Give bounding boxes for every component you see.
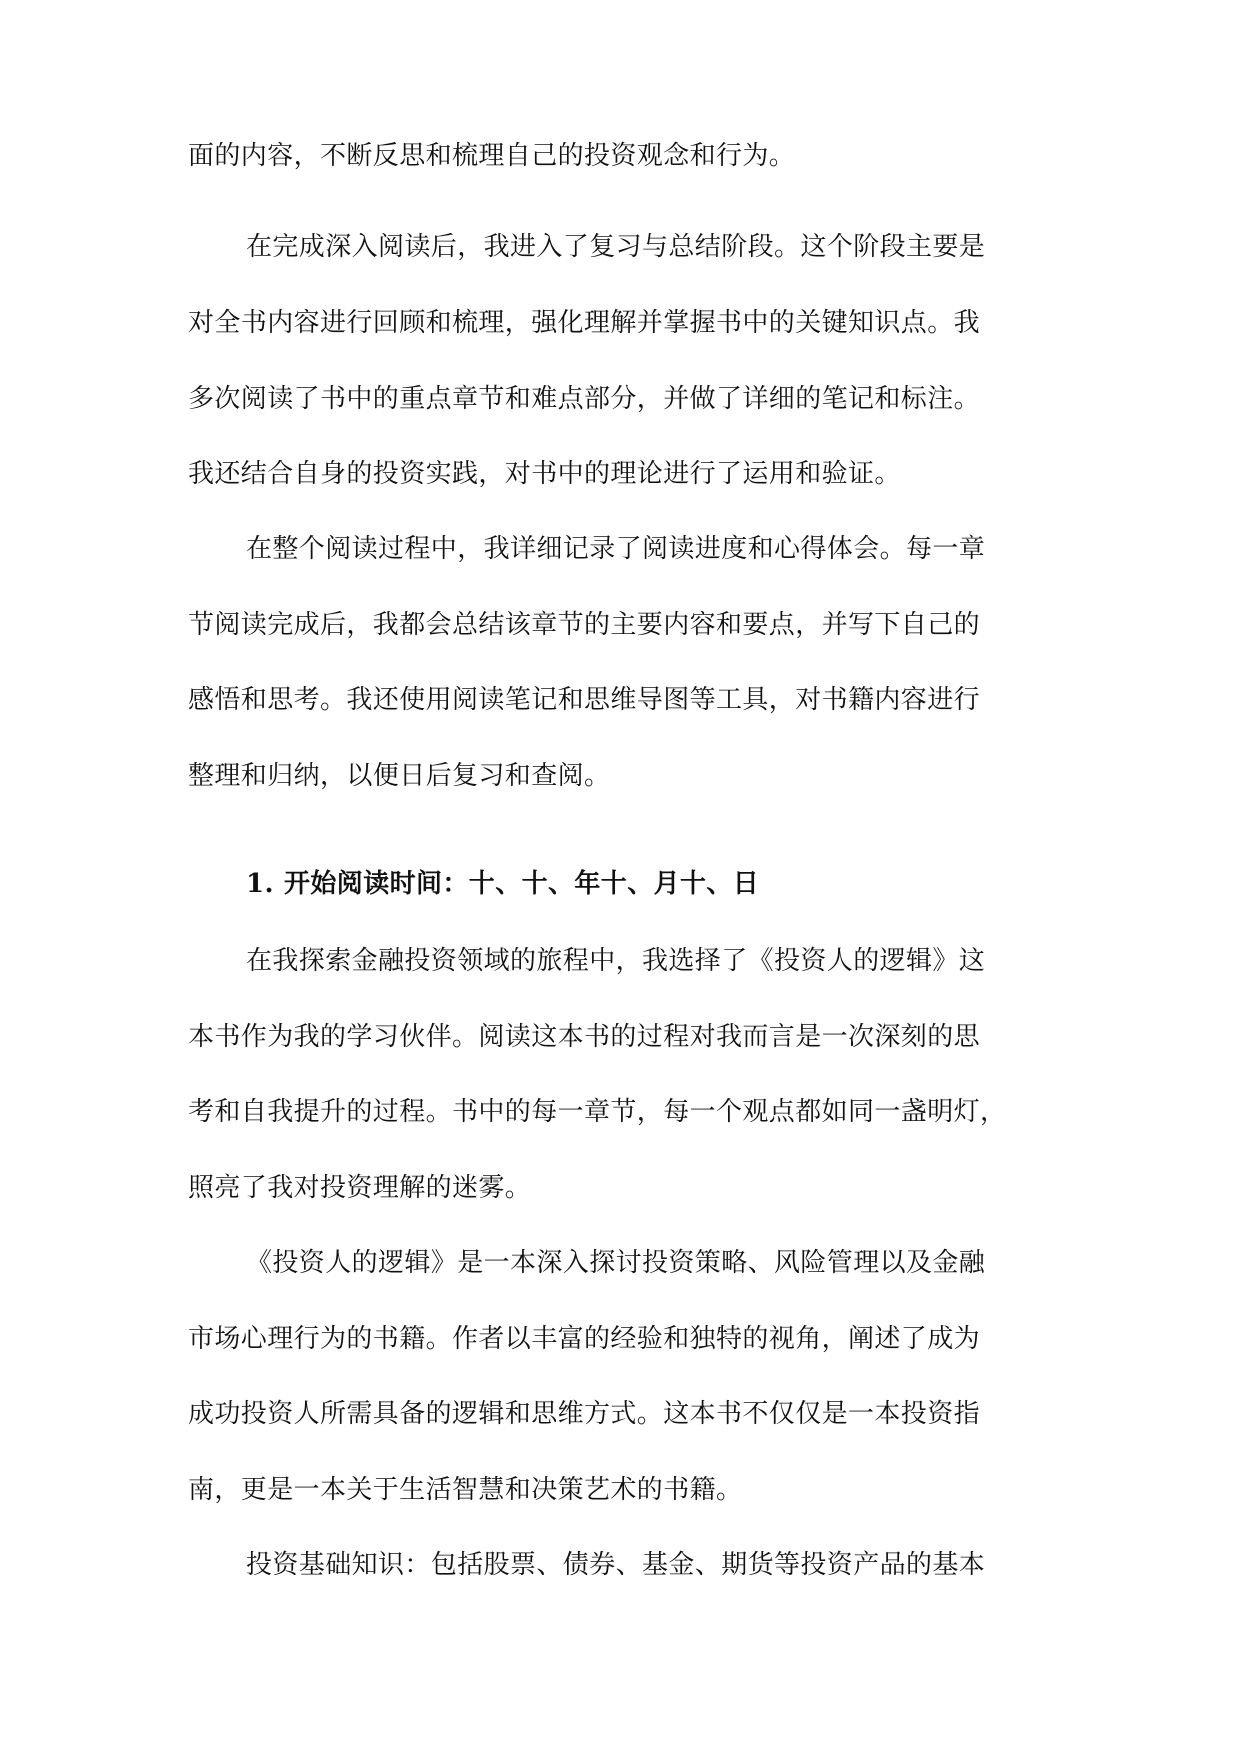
text-line: 感悟和思考。我还使用阅读笔记和思维导图等工具，对书籍内容进行 [188, 685, 981, 715]
paragraph-first-line: 在我探索金融投资领域的旅程中，我选择了《投资人的逻辑》这 [246, 946, 986, 976]
text-line: 成功投资人所需具备的逻辑和思维方式。这本书不仅仅是一本投资指 [188, 1399, 981, 1429]
text-line: 对全书内容进行回顾和梳理，强化理解并掌握书中的关键知识点。我 [188, 308, 981, 338]
text-line: 考和自我提升的过程。书中的每一章节，每一个观点都如同一盏明灯， [188, 1097, 1007, 1127]
text-line: 整理和归纳，以便日后复习和查阅。 [188, 761, 611, 791]
text-line: 南，更是一本关于生活智慧和决策艺术的书籍。 [188, 1475, 743, 1505]
text-line: 本书作为我的学习伙伴。阅读这本书的过程对我而言是一次深刻的思 [188, 1022, 981, 1052]
text-line: 节阅读完成后，我都会总结该章节的主要内容和要点，并写下自己的 [188, 610, 981, 640]
section-heading-text: 开始阅读时间：十、十、年十、月十、日 [284, 869, 760, 899]
paragraph-first-line: 《投资人的逻辑》是一本深入探讨投资策略、风险管理以及金融 [246, 1248, 986, 1278]
paragraph-first-line: 投资基础知识：包括股票、债券、基金、期货等投资产品的基本 [246, 1550, 986, 1580]
text-line: 多次阅读了书中的重点章节和难点部分，并做了详细的笔记和标注。 [188, 384, 981, 414]
section-heading [246, 867, 759, 901]
text-line: 面的内容，不断反思和梳理自己的投资观念和行为。 [188, 141, 796, 171]
text-line: 我还结合自身的投资实践，对书中的理论进行了运用和验证。 [188, 459, 901, 489]
section-heading-number: 1. [246, 869, 274, 899]
paragraph-first-line: 在整个阅读过程中，我详细记录了阅读进度和心得体会。每一章 [246, 534, 986, 564]
paragraph-first-line: 在完成深入阅读后，我进入了复习与总结阶段。这个阶段主要是 [246, 232, 986, 262]
text-line: 照亮了我对投资理解的迷雾。 [188, 1173, 532, 1203]
text-line: 市场心理行为的书籍。作者以丰富的经验和独特的视角，阐述了成为 [188, 1324, 981, 1354]
